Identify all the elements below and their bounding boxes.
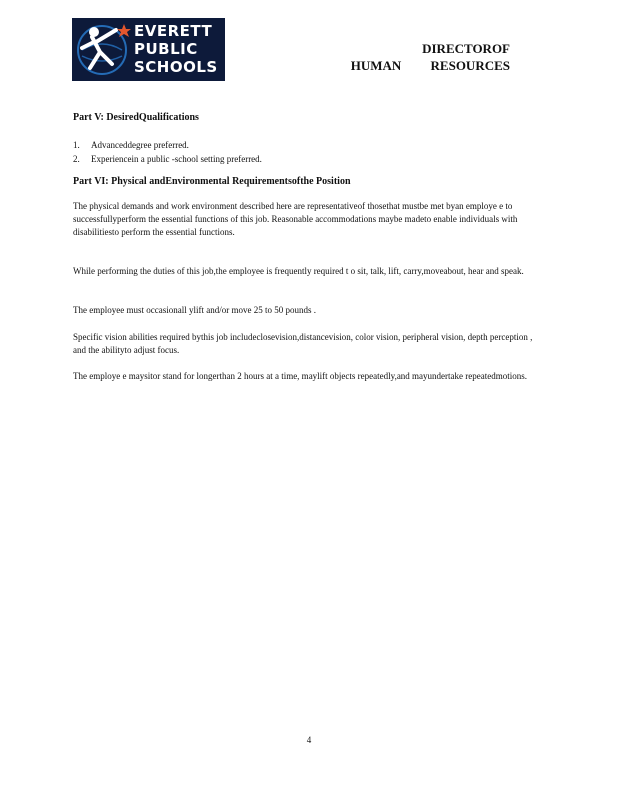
- paragraph-vision: Specific vision abilities required bythis job includeclosevision,distancevision, color vision, peripheral vision, depth perception , and the abilityto adjust focus.: [73, 332, 533, 355]
- list-item-text: Experiencein a public -school setting preferred.: [91, 154, 262, 164]
- paragraph-motions: The employe e maysitor stand for longerthan 2 hours at a time, maylift objects repeatedly,and mayundertake repeatedmotions.: [73, 371, 528, 381]
- paragraph-lifting: The employee must occasionall ylift and/or move 25 to 50 pounds .: [73, 305, 316, 315]
- paragraph-duties: While performing the duties of this job,the employee is frequently required t o sit, talk, lift, carry,moveabout, hear and speak.: [73, 266, 524, 276]
- title-line-2: HUMAN RESOURCES: [350, 58, 510, 73]
- district-logo: [72, 18, 225, 81]
- qualifications-list: [73, 138, 262, 166]
- logo-text-everett: EVERETT: [134, 22, 213, 40]
- part-v-heading: Part V: DesiredQualifications: [73, 112, 199, 123]
- title-line-1: DIRECTOROF: [422, 41, 510, 56]
- page-number: 4: [306, 735, 312, 745]
- document-title: [351, 40, 510, 74]
- logo-text-schools: SCHOOLS: [134, 58, 218, 76]
- part-vi-heading: Part VI: Physical andEnvironmental Requirementsofthe Position: [73, 176, 351, 187]
- list-item: [73, 152, 262, 166]
- list-item-number: 2.: [73, 154, 80, 164]
- list-item: [73, 138, 262, 152]
- list-item-text: Advanceddegree preferred.: [91, 140, 189, 150]
- paragraph-physical-demands: The physical demands and work environment described here are representativeof thosethat mustbe met byan employe e to successfullyperform the essential functions of this job. Reasonable accommodations maybe madeto enable individuals with disabilitiesto perform the essential functions.: [73, 201, 518, 237]
- list-item-number: 1.: [73, 140, 80, 150]
- logo-text-public: PUBLIC: [134, 40, 198, 58]
